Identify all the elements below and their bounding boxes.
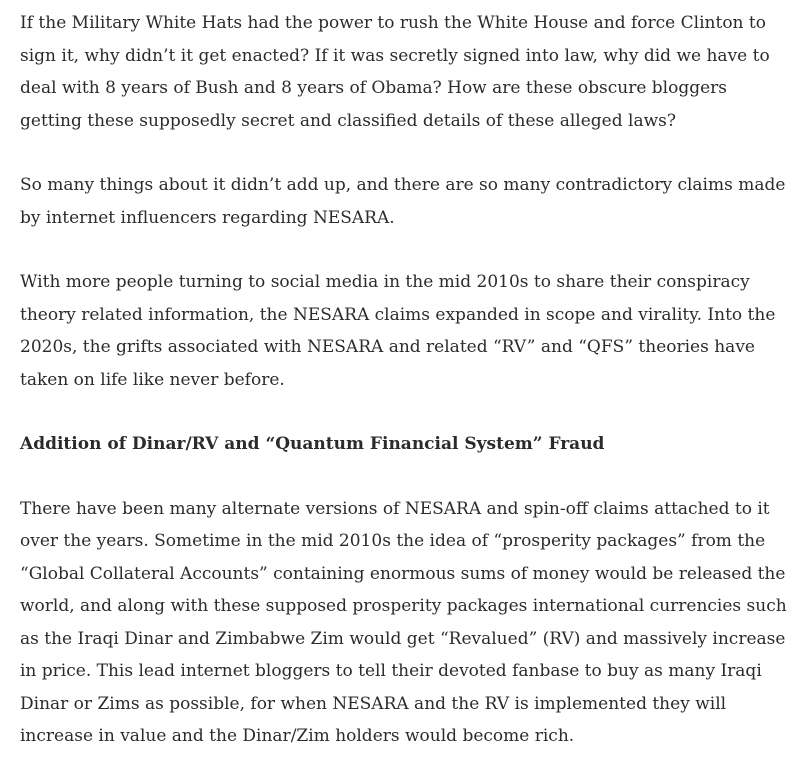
paragraph-social-media: With more people turning to social media in the mid 2010s to share their conspiracy theory related information, the NESARA claims expanded in scope and virality. Into the 2020s, the grifts associated with NESARA and related “RV” and “QFS” theories have taken on life like never before. <box>20 272 776 390</box>
paragraph-contradictory-claims: So many things about it didn’t add up, and there are so many contradictory claims made by internet influencers regarding NESARA. <box>20 175 786 228</box>
paragraph-dinar-rv: There have been many alternate versions of NESARA and spin-off claims attached to it over the years. Sometime in the mid 2010s the idea of “prosperity packages” from the “Global Collateral Accounts” containing enormous sums of money would be released the world, and along with these supposed prosperity packages international currencies such as the Iraqi Dinar and Zimbabwe Zim would get “Revalued” (RV) and massively increase in price. This lead internet bloggers to tell their devoted fanbase to buy as many Iraqi Dinar or Zims as possible, for when NESARA and the RV is implemented they will increase in value and the Dinar/Zim holders would become rich. <box>20 498 787 746</box>
paragraph-white-hats: If the Military White Hats had the power to rush the White House and force Clinton to sign it, why didn’t it get enacted? If it was secretly signed into law, why did we have to deal with 8 years of Bush and 8 years of Obama? How are these obscure bloggers getting these supposedly secret and classified details of these alleged laws? <box>20 13 770 131</box>
section-heading: Addition of Dinar/RV and “Quantum Financial System” Fraud <box>20 434 605 454</box>
